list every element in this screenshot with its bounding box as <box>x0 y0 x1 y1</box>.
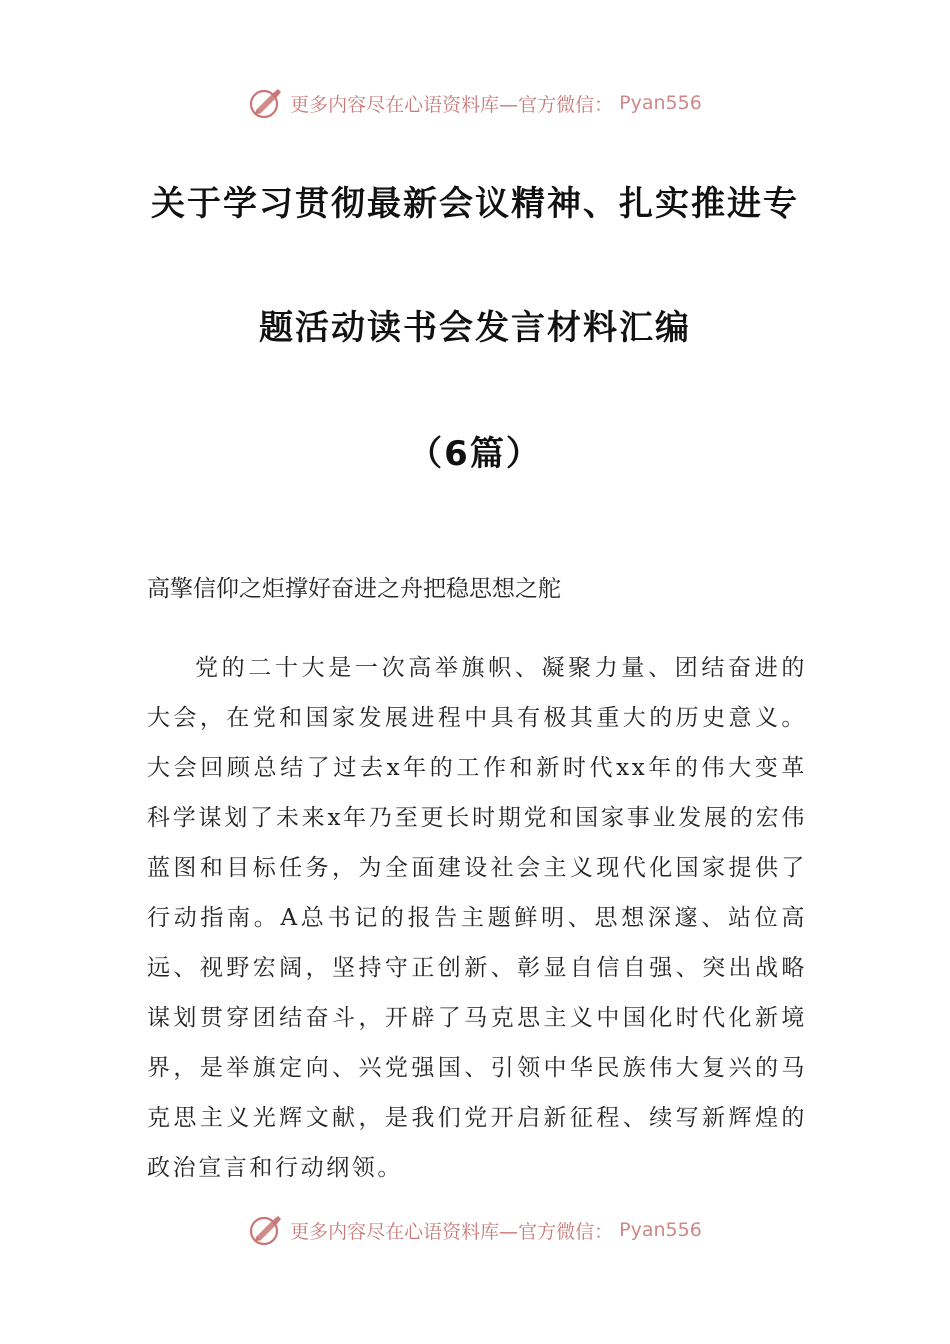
header-watermark <box>0 86 950 120</box>
document-title-count: （6篇） <box>408 434 542 474</box>
document-title-line-2: 题活动读书会发言材料汇编 <box>259 308 691 348</box>
watermark-wechat-id: Pyan556 <box>619 92 702 114</box>
footer-watermark <box>0 1213 950 1247</box>
pen-logo-icon <box>248 1213 284 1247</box>
article-heading: 高擎信仰之炬撑好奋进之舟把稳思想之舵 <box>147 576 561 602</box>
article-paragraph: 党的二十大是一次高举旗帜、凝聚力量、团结奋进的大会，在党和国家发展进程中具有极其重大的历史意义。大会回顾总结了过去x年的工作和新时代xx年的伟大变革科学谋划了未来x年乃至更长时期党和国家事业发展的宏伟蓝图和目标任务，为全面建设社会主义现代化国家提供了行动指南。A总书记的报告主题鲜明、思想深邃、站位高远、视野宏阔，坚持守正创新、彰显自信自强、突出战略谋划贯穿团结奋斗，开辟了马克思主义中国化时代化新境界，是举旗定向、兴党强国、引领中华民族伟大复兴的马克思主义光辉文献，是我们党开启新征程、续写新辉煌的政治宣言和行动纲领。 <box>147 655 807 1181</box>
watermark-text: 更多内容尽在心语资料库—官方微信： <box>290 93 614 116</box>
document-title-line-1: 关于学习贯彻最新会议精神、扎实推进专 <box>151 184 799 224</box>
watermark-text: 更多内容尽在心语资料库—官方微信： <box>290 1220 614 1243</box>
watermark-wechat-id: Pyan556 <box>619 1219 702 1241</box>
pen-logo-icon <box>248 86 284 120</box>
